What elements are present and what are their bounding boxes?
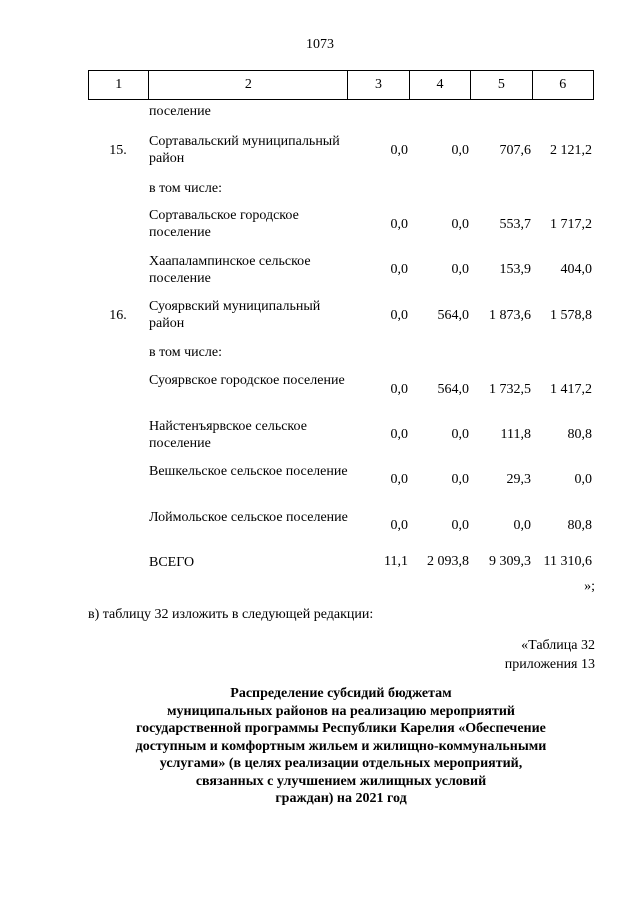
cell-col6: 1 578,8: [550, 308, 592, 323]
cell-col6: 2 121,2: [550, 143, 592, 158]
cell-col3: 0,0: [390, 427, 408, 442]
cell-col4: 0,0: [451, 472, 469, 487]
cell-col5: 111,8: [500, 427, 531, 442]
cell-col5: 553,7: [499, 217, 531, 232]
cell-col4: 564,0: [437, 382, 469, 397]
cell-col4: 0,0: [451, 217, 469, 232]
header-cell: 4: [409, 71, 470, 100]
row-name: Сортавальский муниципальный район: [149, 134, 340, 166]
cell-col6: 11 310,6: [543, 554, 592, 569]
title-line: связанных с улучшением жилищных условий: [195, 773, 487, 789]
row-number: 15.: [109, 143, 127, 158]
row-name: Найстенъярвское сельское поселение: [149, 419, 307, 451]
title-line: государственной программы Республики Карелия «Обеспечение: [136, 721, 546, 736]
cell-col6: 0,0: [574, 472, 592, 487]
row-name: Суоярвское городское поселение: [149, 373, 345, 388]
row-name: Суоярвский муниципальный район: [149, 299, 321, 331]
cell-col5: 153,9: [499, 262, 531, 277]
cell-col6: 80,8: [567, 518, 592, 533]
header-cell: 3: [348, 71, 409, 100]
title-line: Распределение субсидий бюджетам: [230, 686, 452, 701]
cell-col5: 1 732,5: [489, 382, 531, 397]
cell-col6: 1 417,2: [550, 382, 592, 397]
row-name: в том числе:: [149, 181, 222, 196]
document-title: [88, 685, 594, 808]
row-name: в том числе:: [149, 345, 222, 360]
cell-col5: 9 309,3: [489, 554, 531, 569]
cell-col4: 0,0: [451, 518, 469, 533]
cell-col3: 0,0: [390, 518, 408, 533]
cell-col3: 11,1: [384, 554, 408, 569]
cell-col3: 0,0: [390, 143, 408, 158]
row-name: ВСЕГО: [149, 555, 195, 570]
cell-col5: 29,3: [506, 472, 531, 487]
closing-quote-mark: »;: [584, 579, 595, 594]
row-number: 16.: [109, 308, 127, 323]
cell-col5: 1 873,6: [489, 308, 531, 323]
header-cell: 1: [89, 71, 149, 100]
cell-col4: 0,0: [451, 262, 469, 277]
row-name: Вешкельское сельское поселение: [149, 464, 348, 479]
page-number: 1073: [306, 37, 334, 52]
title-line: муниципальных районов на реализацию мероприятий: [167, 703, 515, 719]
cell-col3: 0,0: [390, 262, 408, 277]
paragraph-text: в) таблицу 32 изложить в следующей редакции:: [88, 607, 374, 622]
table-header: [88, 70, 594, 100]
title-line: доступным и комфортным жильем и жилищно-коммунальными: [135, 738, 547, 754]
row-name: Хаапалампинское сельское поселение: [149, 254, 311, 286]
header-cell: 2: [149, 71, 348, 100]
cell-col5: 707,6: [499, 143, 531, 158]
table-caption-line2: приложения 13: [504, 657, 595, 672]
row-name: Сортавальское городское поселение: [149, 208, 299, 240]
cell-col4: 0,0: [451, 427, 469, 442]
cell-col6: 1 717,2: [550, 217, 592, 232]
cell-col3: 0,0: [390, 308, 408, 323]
table-caption-line1: «Таблица 32: [521, 638, 595, 653]
row-name: Лоймольское сельское поселение: [149, 510, 348, 525]
cell-col6: 404,0: [560, 262, 592, 277]
cell-col3: 0,0: [390, 472, 408, 487]
cell-col4: 0,0: [451, 143, 469, 158]
cell-col3: 0,0: [390, 217, 408, 232]
title-line: услугами» (в целях реализации отдельных мероприятий,: [159, 756, 523, 771]
cell-col6: 80,8: [567, 427, 592, 442]
cell-col3: 0,0: [390, 382, 408, 397]
cell-col4: 564,0: [437, 308, 469, 323]
cell-col4: 2 093,8: [427, 554, 469, 569]
header-cell: 5: [471, 71, 532, 100]
title-line: граждан) на 2021 год: [275, 791, 407, 806]
row-name: поселение: [149, 104, 211, 119]
cell-col5: 0,0: [513, 518, 531, 533]
header-cell: 6: [532, 71, 593, 100]
